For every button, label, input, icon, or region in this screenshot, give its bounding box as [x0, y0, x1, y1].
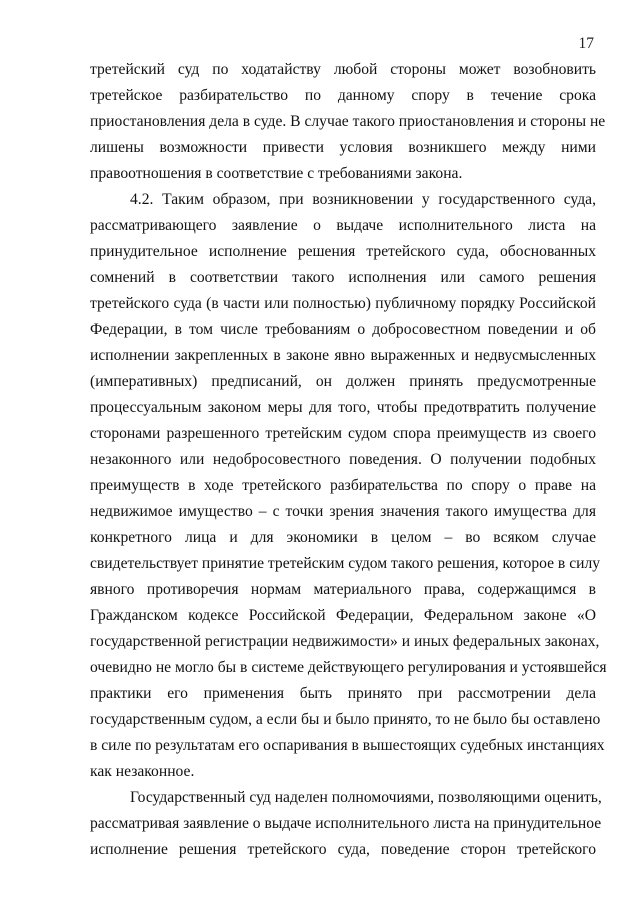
paragraph-line: преимуществ в ходе третейского разбирательства по спору о праве на — [90, 477, 596, 494]
paragraph-line: государственной регистрации недвижимости» и иных федеральных законах, — [90, 633, 600, 650]
paragraph-line: Гражданском кодексе Российской Федерации, Федеральном законе «О — [90, 607, 596, 624]
paragraph-line: исполнении закрепленных в законе явно выраженных и недвусмысленных — [90, 347, 596, 364]
paragraph-line: принудительное исполнение решения третейского суда, обоснованных — [90, 243, 596, 260]
paragraph-line: третейского суда (в части или полностью) публичному порядку Российской — [90, 295, 596, 312]
paragraph-line: конкретного лица и для экономики в целом – во всяком случае — [90, 529, 596, 546]
paragraph-line: Федерации, в том числе требованиям о добросовестном поведении и об — [90, 321, 596, 338]
paragraph-line: третейский суд по ходатайству любой стороны может возобновить — [90, 61, 596, 78]
paragraph-section-4-2 — [90, 187, 607, 785]
paragraph-line: практики его применения быть принято при рассмотрении дела — [90, 685, 596, 702]
paragraph-line: рассматривающего заявление о выдаче исполнительного листа на — [90, 217, 596, 234]
paragraph-continuation — [90, 57, 606, 187]
paragraph-line: государственным судом, а если бы и было принято, то не было бы оставлено — [90, 711, 601, 728]
paragraph-line: незаконного или недобросовестного поведения. О получении подобных — [90, 451, 596, 468]
paragraph-line: исполнение решения третейского суда, поведение сторон третейского — [90, 841, 596, 858]
paragraph-line: как незаконное. — [90, 763, 195, 780]
paragraph-line: третейское разбирательство по данному спору в течение срока — [90, 87, 596, 104]
paragraph-line: недвижимое имущество – с точки зрения значения такого имущества для — [90, 503, 596, 520]
paragraph-line: рассматривая заявление о выдаче исполнительного листа на принудительное — [90, 815, 602, 832]
paragraph-line: правоотношения в соответствие с требованиями закона. — [90, 165, 463, 182]
paragraph-line: очевидно не могло бы в системе действующего регулирования и устоявшейся — [90, 659, 607, 676]
paragraph-line: сомнений в соответствии такого исполнения или самого решения — [90, 269, 596, 286]
paragraph-line: сторонами разрешенного третейским судом спора преимуществ из своего — [90, 425, 596, 442]
paragraph-line: 4.2. Таким образом, при возникновении у государственного суда, — [130, 191, 596, 208]
paragraph-line: приостановления дела в суде. В случае такого приостановления и стороны не — [90, 113, 606, 130]
paragraph-line: в силе по результатам его оспаривания в вышестоящих судебных инстанциях — [90, 737, 605, 754]
paragraph-line: Государственный суд наделен полномочиями, позволяющими оценить, — [130, 789, 602, 806]
paragraph-line: (императивных) предписаний, он должен принять предусмотренные — [90, 373, 596, 390]
page-number: 17 — [578, 35, 594, 52]
paragraph-line: явного противоречия нормам материального права, содержащимся в — [90, 581, 596, 598]
paragraph-line: процессуальным законом меры для того, чтобы предотвратить получение — [90, 399, 596, 416]
paragraph-state-court — [90, 785, 602, 863]
paragraph-line: лишены возможности привести условия возникшего между ними — [90, 139, 596, 156]
paragraph-line: свидетельствует принятие третейским судом такого решения, которое в силу — [90, 555, 601, 572]
